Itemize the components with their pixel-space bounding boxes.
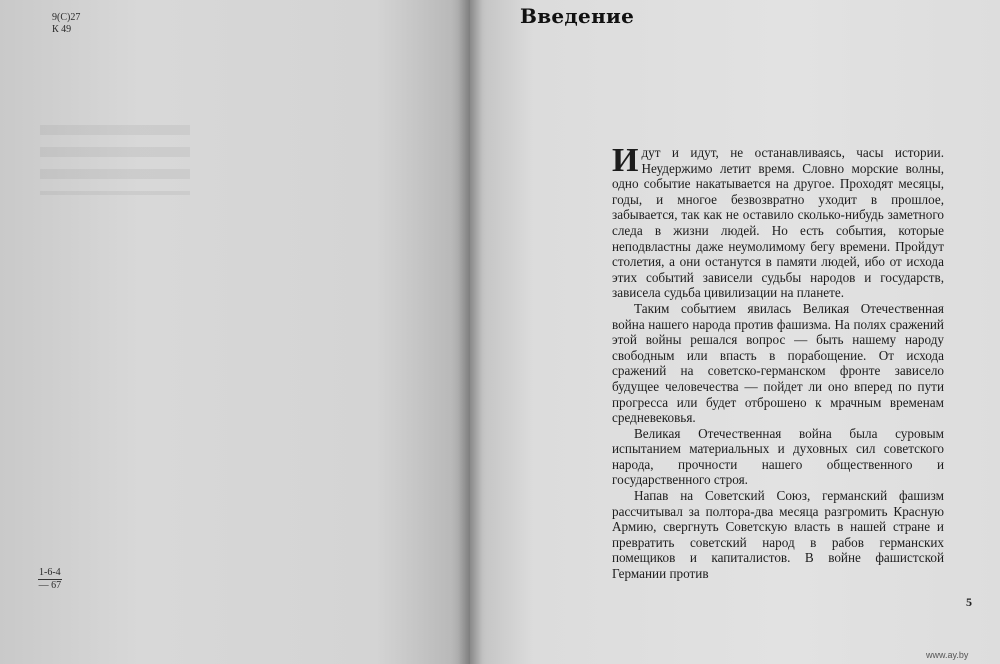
body-text [612,142,944,582]
signature-mark [38,567,62,592]
paragraph [612,142,944,301]
classification-code [52,12,80,36]
bleed-through-text [40,125,190,195]
drop-cap: И [612,142,639,179]
paragraph: Великая Отечественная война была суровым испытанием материальных и духовных сил советского народа, прочности нашего общественного и государственного строя. [612,425,944,488]
paragraph: Напав на Советский Союз, германский фашизм рассчитывал за полтора-два месяца разгромить Красную Армию, свергнуть Советскую власть в нашей стране и превратить советский народ в рабов германских помещиков и капиталистов. В войне фашистской Германии против [612,488,944,582]
signature-top: 1-6-4 [39,567,61,578]
class-code-line: К 49 [52,24,72,35]
page-title: Введение [520,4,635,28]
page-number: 5 [966,595,972,609]
book-gutter [458,0,482,664]
signature-bottom: — 67 [38,580,62,591]
paragraph: Таким событием явилась Великая Отечественная война нашего народа против фашизма. На полях сражений этой войны решался вопрос — быть нашему народу свободным или впасть в порабощение. От исхода сражений на советско-германском фронте зависело будущее человечества — пойдет ли оно вперед по пути прогресса или будет отброшено к мрачным временам средневековья. [612,300,944,426]
class-code-line: 9(С)27 [52,12,81,23]
left-page [0,0,470,664]
watermark: www.ay.by [926,650,969,660]
paragraph-text: дут и идут, не останавливаясь, часы истории. Неудержимо летит время. Словно морские волны, одно событие накатывается на другое. Проходят месяцы, годы, и многое безвозвратно уходит в прошлое, забывается, так как не оставило сколько-нибудь заметного следа в жизни людей. Но есть события, которые неподвластны даже неумолимому бегу времени. Пройдут столетия, а они останутся в памяти людей, ибо от исхода этих событий зависели судьбы народов и государств, зависела судьба цивилизации на планете. [612,145,944,301]
